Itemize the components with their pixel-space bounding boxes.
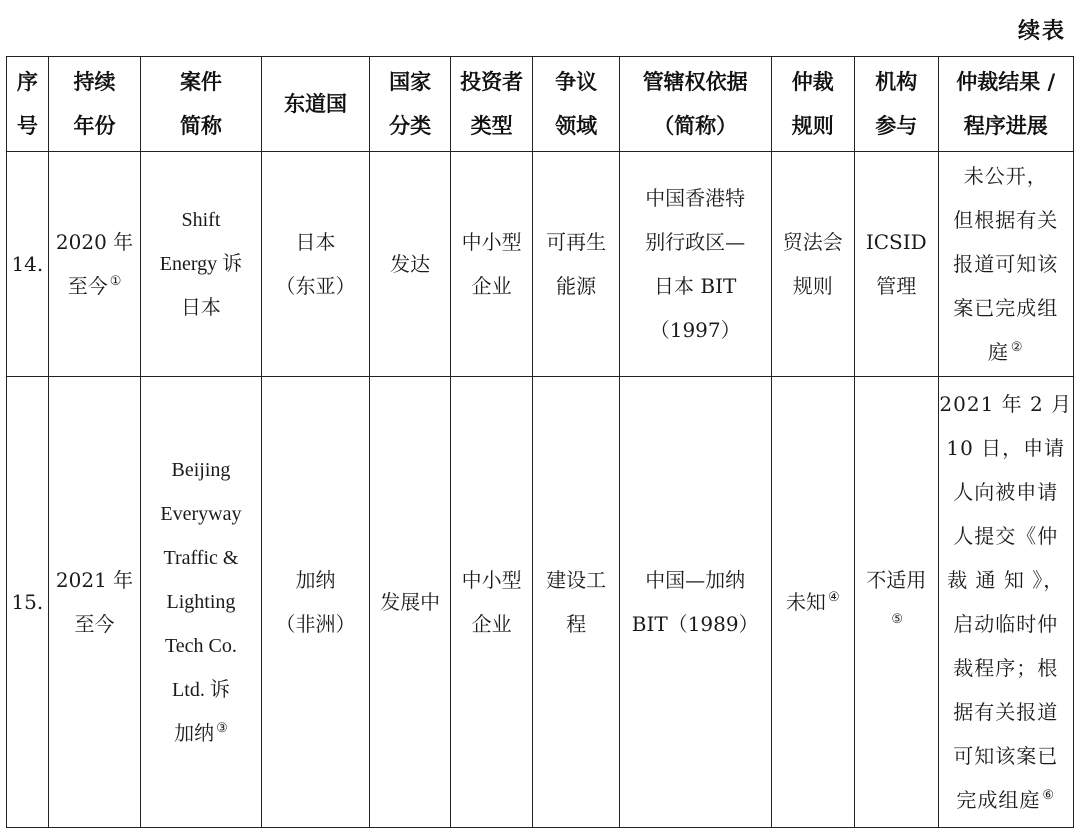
country-class-text: 发展中 — [380, 590, 441, 614]
investor-type-text: 中小型 企业 — [461, 230, 522, 298]
continued-label: 续表 — [1017, 19, 1066, 44]
cell-host-state — [261, 377, 370, 828]
footnote-marker: ④ — [827, 590, 840, 606]
cell-dispute-field — [533, 152, 620, 377]
footnote-marker: ① — [109, 274, 122, 290]
cell-rules — [771, 377, 854, 828]
result-text: 未公开， 但根据有关 报道可知该 案已完成组 庭 — [953, 164, 1059, 364]
result-text: 2021 年 2 月 10 日，申请 人向被申请 人提交《仲 裁 通 知 》， 启动临时仲 裁程序；根 据有关报道 可知该案已 完成组庭 — [939, 392, 1073, 812]
cell-seq — [7, 377, 49, 828]
cell-country-class — [370, 152, 450, 377]
institution-text: 不适用 — [866, 568, 927, 592]
dispute-field-text: 可再生 能源 — [546, 230, 607, 298]
seq-text: 15. — [11, 590, 44, 614]
cell-result — [938, 152, 1074, 377]
cell-country-class — [370, 377, 450, 828]
header-investor-type: 投资者 类型 — [450, 57, 532, 152]
cell-duration — [48, 377, 141, 828]
cell-seq — [7, 152, 49, 377]
investor-type-text: 中小型 企业 — [461, 568, 522, 636]
jurisdiction-text: 中国—加纳 BIT（1989） — [631, 568, 759, 636]
rules-text: 贸法会 规则 — [782, 230, 843, 298]
cell-institution — [855, 152, 938, 377]
cell-jurisdiction — [619, 152, 771, 377]
cell-dispute-field — [533, 377, 620, 828]
header-host-state: 东道国 — [261, 57, 370, 152]
cell-investor-type — [450, 377, 532, 828]
header-row — [7, 57, 1074, 152]
header-duration: 持续 年份 — [48, 57, 141, 152]
rules-text: 未知 — [785, 590, 826, 614]
institution-text: ICSID 管理 — [865, 230, 927, 298]
arbitration-case-table — [6, 56, 1074, 828]
host-state-text: 加纳 （非洲） — [275, 568, 356, 636]
footnote-marker: ⑤ — [891, 612, 904, 628]
cell-rules — [771, 152, 854, 377]
header-dispute-field: 争议 领域 — [533, 57, 620, 152]
cell-duration — [48, 152, 141, 377]
table-row — [7, 152, 1074, 377]
cell-case-name — [141, 377, 261, 828]
header-case-name: 案件 简称 — [141, 57, 261, 152]
case-name-text: Beijing Everyway Traffic & Lighting Tech Co. Ltd. 诉 加纳 — [160, 459, 242, 745]
jurisdiction-text: 中国香港特 别行政区— 日本 BIT （1997） — [645, 186, 746, 342]
cell-investor-type — [450, 152, 532, 377]
duration-text: 2020 年 至今 — [55, 230, 134, 298]
cell-host-state — [261, 152, 370, 377]
cell-case-name — [141, 152, 261, 377]
header-country-class: 国家 分类 — [370, 57, 450, 152]
header-jurisdiction: 管辖权依据 （简称） — [619, 57, 771, 152]
cell-institution — [855, 377, 938, 828]
footnote-marker: ③ — [216, 720, 228, 736]
duration-text: 2021 年 至今 — [55, 568, 134, 636]
header-seq: 序 号 — [7, 57, 49, 152]
host-state-text: 日本 （东亚） — [275, 230, 356, 298]
footnote-marker: ② — [1010, 340, 1024, 356]
dispute-field-text: 建设工 程 — [546, 568, 607, 636]
header-rules: 仲裁 规则 — [771, 57, 854, 152]
cell-result — [938, 377, 1074, 828]
seq-text: 14. — [11, 252, 44, 276]
case-name-text: Shift Energy 诉 日本 — [159, 209, 243, 319]
country-class-text: 发达 — [390, 252, 431, 276]
footnote-marker: ⑥ — [1042, 788, 1056, 804]
header-institution: 机构 参与 — [855, 57, 938, 152]
header-result: 仲裁结果 / 程序进展 — [938, 57, 1074, 152]
cell-jurisdiction — [619, 377, 771, 828]
table-row — [7, 377, 1074, 828]
